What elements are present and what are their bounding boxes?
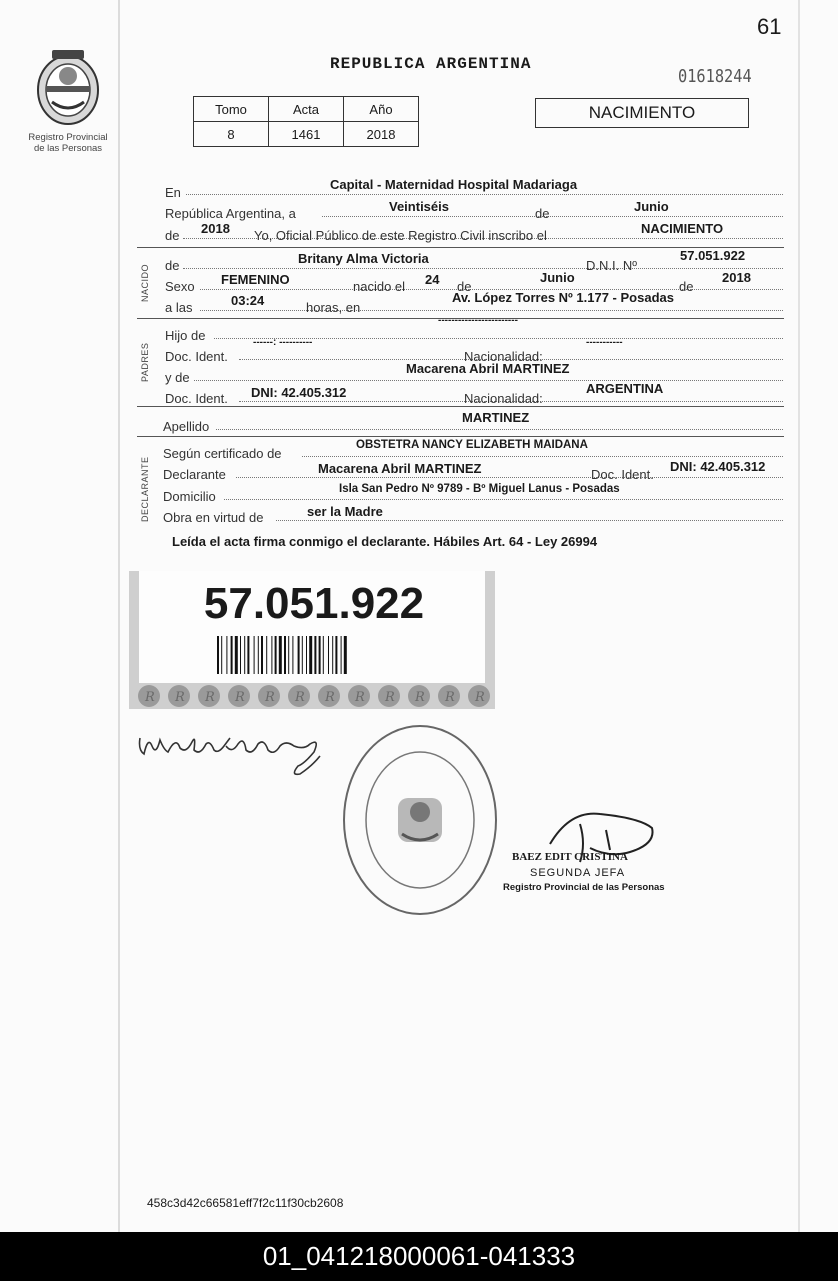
label-declarante: Declarante bbox=[163, 467, 226, 482]
label-segun: Según certificado de bbox=[163, 446, 282, 461]
document-hash: 458c3d42c66581eff7f2c11f30cb2608 bbox=[147, 1196, 344, 1210]
value-birth-day: 24 bbox=[425, 272, 440, 287]
side-label-padres: PADRES bbox=[140, 342, 150, 382]
side-label-declarante: DECLARANTE bbox=[140, 456, 150, 522]
registry-header-ano: Año bbox=[344, 97, 419, 122]
svg-text:R: R bbox=[145, 690, 155, 705]
value-doc2: DNI: 42.405.312 bbox=[251, 385, 347, 400]
legal-text: Leída el acta firma conmigo el declarante. Hábiles Art. 64 - Ley 26994 bbox=[172, 534, 598, 549]
label-de5: de bbox=[679, 279, 694, 294]
value-year: 2018 bbox=[201, 221, 230, 236]
svg-text:R: R bbox=[385, 690, 395, 705]
value-doc1: ------: ---------- bbox=[253, 337, 313, 348]
value-doc3: DNI: 42.405.312 bbox=[670, 459, 766, 474]
value-name: Britany Alma Victoria bbox=[298, 251, 429, 266]
value-declarante: Macarena Abril MARTINEZ bbox=[318, 461, 482, 476]
label-nac2: Nacionalidad: bbox=[464, 391, 543, 406]
svg-text:R: R bbox=[295, 690, 305, 705]
svg-text:R: R bbox=[205, 690, 215, 705]
label-en: En bbox=[165, 185, 181, 200]
label-de3: de bbox=[165, 258, 180, 273]
side-label-nacido: NACIDO bbox=[140, 263, 150, 302]
svg-text:R: R bbox=[445, 690, 455, 705]
official-role: SEGUNDA JEFA bbox=[530, 867, 626, 879]
page-fold-left bbox=[118, 0, 120, 1232]
value-dni: 57.051.922 bbox=[680, 248, 746, 263]
registry-header-acta: Acta bbox=[269, 97, 344, 122]
label-hijo: Hijo de bbox=[165, 328, 206, 343]
label-apellido: Apellido bbox=[163, 419, 210, 434]
logo-caption-line1: Registro Provincial bbox=[28, 132, 108, 143]
value-place: Capital - Maternidad Hospital Madariaga bbox=[330, 177, 578, 192]
label-doc1: Doc. Ident. bbox=[165, 349, 228, 364]
label-oficial: Yo, Oficial Público de este Registro Civil inscribo el bbox=[254, 228, 547, 243]
footer-bar bbox=[0, 1232, 838, 1281]
dni-sticker bbox=[129, 571, 495, 709]
province-coat-of-arms-icon bbox=[32, 46, 104, 128]
label-doc2: Doc. Ident. bbox=[165, 391, 228, 406]
value-hijo: ------------------------ bbox=[438, 315, 518, 326]
label-republica: República Argentina, a bbox=[165, 206, 296, 221]
dni-sticker-number: 57.051.922 bbox=[203, 579, 425, 628]
svg-text:R: R bbox=[415, 690, 425, 705]
section-divider bbox=[137, 436, 784, 437]
section-divider bbox=[137, 406, 784, 407]
registry-value-tomo: 8 bbox=[194, 122, 269, 147]
label-de2: de bbox=[165, 228, 180, 243]
official-registry: Registro Provincial de las Personas bbox=[503, 882, 665, 893]
value-mother: Macarena Abril MARTINEZ bbox=[406, 361, 570, 376]
record-type-box: NACIMIENTO bbox=[535, 98, 749, 128]
svg-text:R: R bbox=[175, 690, 185, 705]
serial-number: 01618244 bbox=[678, 66, 752, 87]
registry-value-acta: 1461 bbox=[269, 122, 344, 147]
registry-header-tomo: Tomo bbox=[194, 97, 269, 122]
value-birth-year: 2018 bbox=[722, 270, 751, 285]
label-obra: Obra en virtud de bbox=[163, 510, 264, 525]
logo-caption-line2: de las Personas bbox=[33, 143, 103, 154]
label-a-las: a las bbox=[165, 300, 193, 315]
value-apellido: MARTINEZ bbox=[462, 410, 530, 425]
label-de4: de bbox=[457, 279, 472, 294]
registry-value-ano: 2018 bbox=[344, 122, 419, 147]
value-inscribe: NACIMIENTO bbox=[641, 221, 724, 236]
label-horas: horas, en bbox=[306, 300, 361, 315]
logo-caption bbox=[18, 132, 118, 154]
value-nac2: ARGENTINA bbox=[586, 381, 664, 396]
official-seal-icon bbox=[340, 722, 500, 918]
value-day: Veintiséis bbox=[389, 199, 449, 214]
label-doc3: Doc. Ident. bbox=[591, 467, 654, 482]
value-month: Junio bbox=[634, 199, 669, 214]
svg-text:R: R bbox=[265, 690, 275, 705]
label-domicilio: Domicilio bbox=[163, 489, 216, 504]
svg-text:R: R bbox=[235, 690, 245, 705]
label-nac1: Nacionalidad: bbox=[464, 349, 543, 364]
svg-text:R: R bbox=[355, 690, 365, 705]
value-segun: OBSTETRA NANCY ELIZABETH MAIDANA bbox=[356, 439, 588, 451]
svg-text:R: R bbox=[325, 690, 335, 705]
handwritten-signature-martinez-icon bbox=[134, 716, 334, 786]
registry-table bbox=[193, 96, 419, 147]
value-obra: ser la Madre bbox=[307, 504, 383, 519]
page-number: 61 bbox=[757, 14, 782, 39]
label-dni: D.N.I. Nº bbox=[586, 258, 637, 273]
svg-text:R: R bbox=[475, 690, 485, 705]
document-title: REPUBLICA ARGENTINA bbox=[330, 55, 532, 73]
footer-id: 01_041218000061-041333 bbox=[262, 1241, 576, 1271]
label-y-de: y de bbox=[165, 370, 190, 385]
value-domicilio: Isla San Pedro Nº 9789 - Bº Miguel Lanus - Posadas bbox=[339, 483, 620, 495]
label-sexo: Sexo bbox=[165, 279, 195, 294]
barcode-icon bbox=[217, 636, 417, 674]
official-name: BAEZ EDIT CRISTINA bbox=[512, 851, 628, 863]
value-sexo: FEMENINO bbox=[221, 272, 290, 287]
page-fold-right bbox=[798, 0, 800, 1232]
value-birth-place: Av. López Torres Nº 1.177 - Posadas bbox=[452, 290, 674, 305]
label-de: de bbox=[535, 206, 550, 221]
value-nac1: ----------- bbox=[586, 337, 623, 348]
value-birth-time: 03:24 bbox=[231, 293, 265, 308]
label-nacido-el: nacido el bbox=[353, 279, 406, 294]
value-birth-month: Junio bbox=[540, 270, 575, 285]
